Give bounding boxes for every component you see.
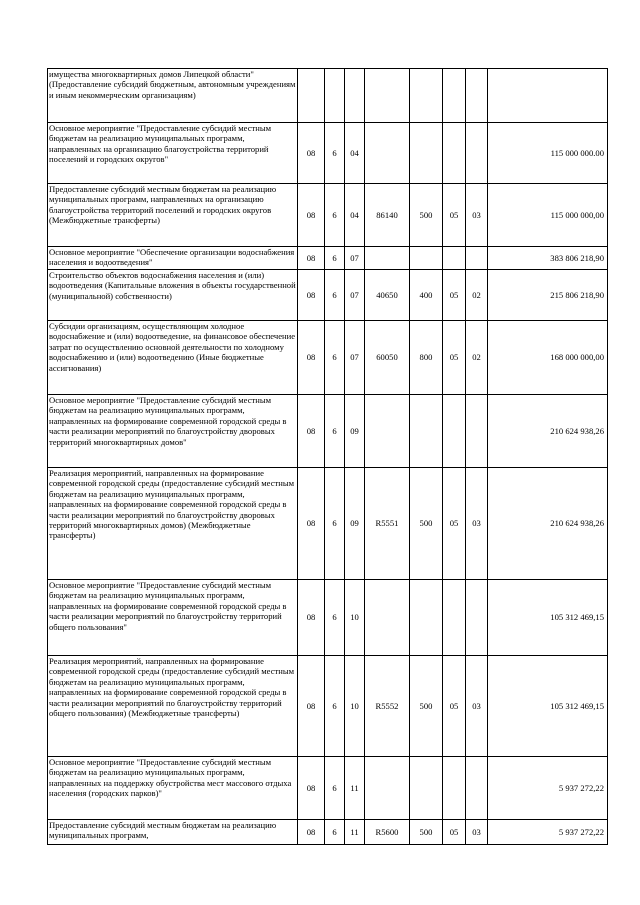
activity-code: 07 [345, 321, 365, 395]
row-description: Основное мероприятие "Предоставление субсидий местным бюджетам на реализацию муниципальных программ, направленных на формирование современной городской среды в части реализации мероприятий по благоустройству территорий общего пользования" [48, 580, 298, 656]
target-code [365, 123, 410, 184]
expense-type-code: 500 [410, 656, 443, 757]
subsection-code: 03 [466, 184, 488, 247]
amount: 168 000 000,00 [488, 321, 608, 395]
activity-code: 04 [345, 184, 365, 247]
subsection-code [466, 757, 488, 820]
table-row [48, 820, 608, 845]
expense-type-code: 500 [410, 184, 443, 247]
subsection-code [466, 580, 488, 656]
budget-table [47, 68, 608, 845]
amount: 210 624 938,26 [488, 468, 608, 580]
expense-type-code: 500 [410, 820, 443, 845]
target-code [365, 395, 410, 468]
subsection-code [466, 123, 488, 184]
subprogram-code: 6 [325, 656, 345, 757]
table-row [48, 656, 608, 757]
target-code: 86140 [365, 184, 410, 247]
row-description: имущества многоквартирных домов Липецкой области" (Предоставление субсидий бюджетным, автономным учреждениям и иным некоммерческим организациям) [48, 69, 298, 123]
subprogram-code: 6 [325, 321, 345, 395]
activity-code: 09 [345, 395, 365, 468]
section-code: 05 [443, 468, 466, 580]
activity-code [345, 69, 365, 123]
target-code: 60050 [365, 321, 410, 395]
amount: 383 806 218,90 [488, 247, 608, 270]
table-row [48, 123, 608, 184]
activity-code: 10 [345, 580, 365, 656]
subprogram-code: 6 [325, 184, 345, 247]
amount: 215 806 218,90 [488, 270, 608, 321]
section-code [443, 247, 466, 270]
table-row [48, 69, 608, 123]
subprogram-code: 6 [325, 247, 345, 270]
subprogram-code: 6 [325, 757, 345, 820]
amount: 210 624 938,26 [488, 395, 608, 468]
section-code: 05 [443, 820, 466, 845]
expense-type-code [410, 580, 443, 656]
table-row [48, 757, 608, 820]
section-code: 05 [443, 656, 466, 757]
program-code: 08 [298, 580, 325, 656]
target-code [365, 580, 410, 656]
subprogram-code: 6 [325, 820, 345, 845]
table-row [48, 580, 608, 656]
target-code: 40650 [365, 270, 410, 321]
program-code: 08 [298, 321, 325, 395]
subprogram-code: 6 [325, 270, 345, 321]
row-description: Основное мероприятие "Предоставление субсидий местным бюджетам на реализацию муниципальных программ, направленных на поддержку обустройства мест массового отдыха населения (городских парков)" [48, 757, 298, 820]
program-code: 08 [298, 468, 325, 580]
section-code [443, 123, 466, 184]
target-code [365, 69, 410, 123]
section-code [443, 580, 466, 656]
table-row [48, 468, 608, 580]
expense-type-code [410, 247, 443, 270]
row-description: Основное мероприятие "Обеспечение организации водоснабжения населения и водоотведения" [48, 247, 298, 270]
target-code [365, 757, 410, 820]
row-description: Реализация мероприятий, направленных на формирование современной городской среды (предоставление субсидий местным бюджетам на реализацию муниципальных программ, направленных на формирование современной городской среды в части реализации мероприятий по благоустройству дворовых территорий многоквартирных домов) (Межбюджетные трансферты) [48, 468, 298, 580]
expense-type-code: 500 [410, 468, 443, 580]
table-row [48, 321, 608, 395]
row-description: Реализация мероприятий, направленных на формирование современной городской среды (предоставление субсидий местным бюджетам на реализацию муниципальных программ, направленных на формирование современной городской среды в части реализации мероприятий по благоустройству территорий общего пользования) (Межбюджетные трансферты) [48, 656, 298, 757]
expense-type-code [410, 757, 443, 820]
row-description: Субсидии организациям, осуществляющим холодное водоснабжение и (или) водоотведение, на финансовое обеспечение затрат по осуществлению основной деятельности по холодному водоснабжению и (или) водоотведению (Иные бюджетные ассигнования) [48, 321, 298, 395]
subprogram-code: 6 [325, 468, 345, 580]
activity-code: 07 [345, 270, 365, 321]
expense-type-code [410, 395, 443, 468]
program-code: 08 [298, 184, 325, 247]
subsection-code: 03 [466, 656, 488, 757]
activity-code: 07 [345, 247, 365, 270]
activity-code: 11 [345, 757, 365, 820]
program-code: 08 [298, 395, 325, 468]
subsection-code: 03 [466, 820, 488, 845]
section-code: 05 [443, 270, 466, 321]
program-code: 08 [298, 247, 325, 270]
amount: 115 000 000,00 [488, 184, 608, 247]
subsection-code [466, 69, 488, 123]
subprogram-code: 6 [325, 123, 345, 184]
expense-type-code: 400 [410, 270, 443, 321]
section-code [443, 395, 466, 468]
row-description: Предоставление субсидий местным бюджетам на реализацию муниципальных программ, направленных на организацию благоустройства территорий поселений и городских округов (Межбюджетные трансферты) [48, 184, 298, 247]
activity-code: 09 [345, 468, 365, 580]
program-code: 08 [298, 123, 325, 184]
activity-code: 10 [345, 656, 365, 757]
section-code [443, 757, 466, 820]
table-row [48, 247, 608, 270]
amount: 115 000 000.00 [488, 123, 608, 184]
program-code: 08 [298, 270, 325, 321]
program-code: 08 [298, 757, 325, 820]
section-code [443, 69, 466, 123]
subsection-code [466, 395, 488, 468]
table-row [48, 270, 608, 321]
budget-table-body [48, 69, 608, 845]
table-row [48, 184, 608, 247]
amount [488, 69, 608, 123]
target-code [365, 247, 410, 270]
subprogram-code [325, 69, 345, 123]
subsection-code [466, 247, 488, 270]
program-code: 08 [298, 656, 325, 757]
subsection-code: 02 [466, 321, 488, 395]
table-row [48, 395, 608, 468]
row-description: Основное мероприятие "Предоставление субсидий местным бюджетам на реализацию муниципальных программ, направленных на организацию благоустройства территорий поселений и городских округов" [48, 123, 298, 184]
subprogram-code: 6 [325, 395, 345, 468]
amount: 105 312 469,15 [488, 656, 608, 757]
activity-code: 11 [345, 820, 365, 845]
expense-type-code: 800 [410, 321, 443, 395]
subsection-code: 03 [466, 468, 488, 580]
subprogram-code: 6 [325, 580, 345, 656]
program-code [298, 69, 325, 123]
row-description: Предоставление субсидий местным бюджетам на реализацию муниципальных программ, [48, 820, 298, 845]
row-description: Строительство объектов водоснабжения населения и (или) водоотведения (Капитальные вложения в объекты государственной (муниципальной) собственности) [48, 270, 298, 321]
section-code: 05 [443, 184, 466, 247]
target-code: R5552 [365, 656, 410, 757]
program-code: 08 [298, 820, 325, 845]
amount: 105 312 469,15 [488, 580, 608, 656]
section-code: 05 [443, 321, 466, 395]
activity-code: 04 [345, 123, 365, 184]
expense-type-code [410, 123, 443, 184]
target-code: R5600 [365, 820, 410, 845]
amount: 5 937 272,22 [488, 757, 608, 820]
row-description: Основное мероприятие "Предоставление субсидий местным бюджетам на реализацию муниципальных программ, направленных на формирование современной городской среды в части реализации мероприятий по благоустройству дворовых территорий многоквартирных домов" [48, 395, 298, 468]
subsection-code: 02 [466, 270, 488, 321]
amount: 5 937 272,22 [488, 820, 608, 845]
expense-type-code [410, 69, 443, 123]
target-code: R5551 [365, 468, 410, 580]
